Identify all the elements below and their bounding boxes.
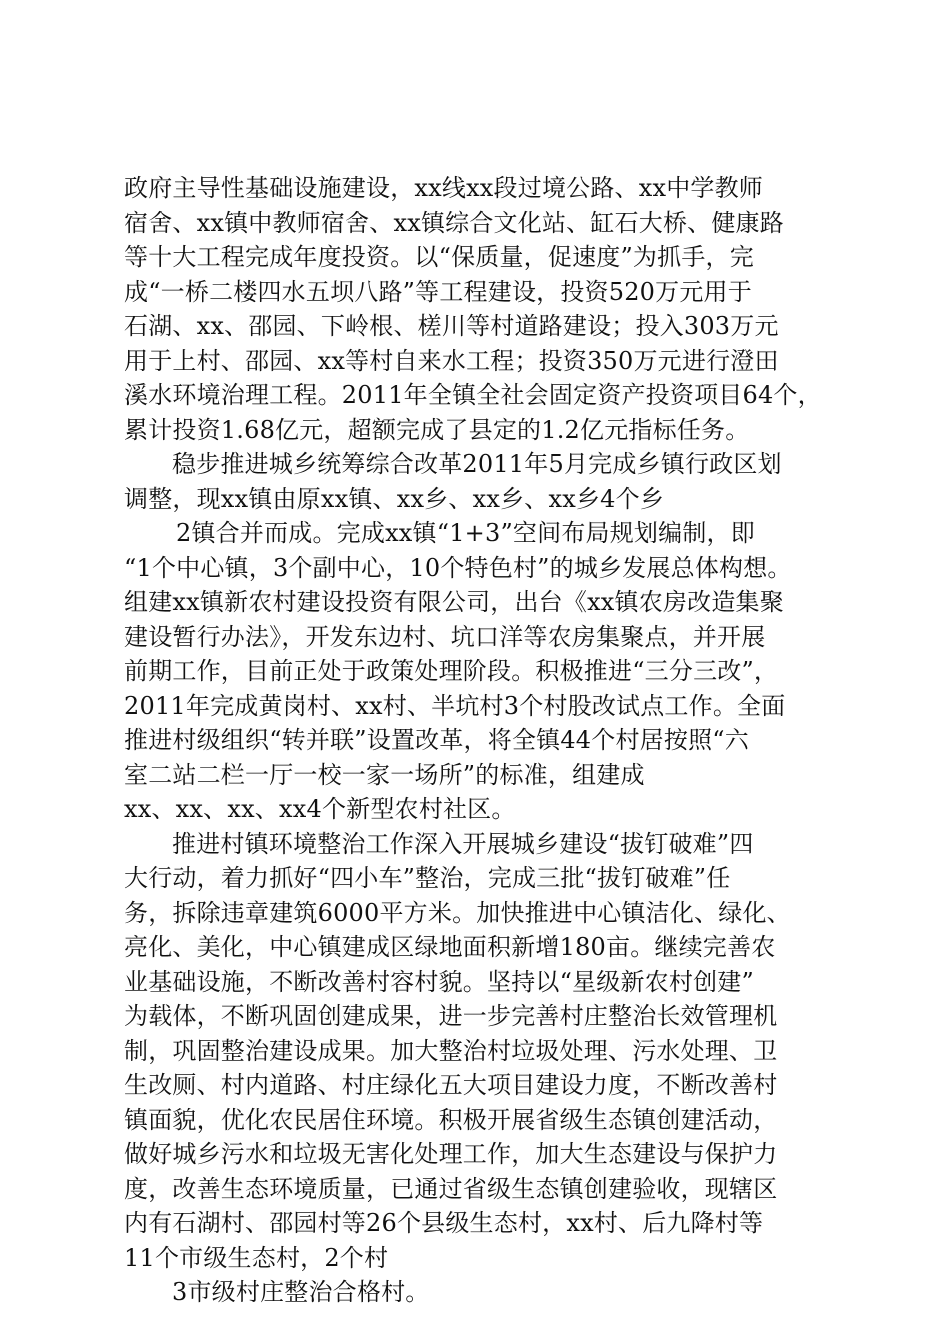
text-line: “1个中心镇，3个副中心，10个特色村”的城乡发展总体构想。	[124, 553, 792, 582]
text-line: 建设暂行办法》，开发东边村、坑口洋等农房集聚点，并开展	[124, 622, 766, 651]
text-line: 度，改善生态环境质量，已通过省级生态镇创建验收，现辖区	[124, 1174, 778, 1203]
text-line: 累计投资1.68亿元，超额完成了县定的1.2亿元指标任务。	[124, 415, 750, 444]
text-line: 做好城乡污水和垃圾无害化处理工作，加大生态建设与保护力	[124, 1140, 778, 1168]
text-line: 政府主导性基础设施建设，xx线xx段过境公路、xx中学教师	[124, 174, 764, 202]
text-line: 溪水环境治理工程。2011年全镇全社会固定资产投资项目64个，	[124, 381, 822, 409]
text-line: 前期工作，目前正处于政策处理阶段。积极推进“三分三改”，	[124, 657, 779, 685]
text-line: 亮化、美化，中心镇建成区绿地面积新增180亩。继续完善农	[124, 933, 776, 961]
text-line: 室二站二栏一厅一校一家一场所”的标准，组建成	[124, 760, 645, 789]
text-line: 调整，现xx镇由原xx镇、xx乡、xx乡、xx乡4个乡	[124, 484, 665, 513]
text-line: 镇面貌，优化农民居住环境。积极开展省级生态镇创建活动，	[124, 1105, 778, 1134]
body-text	[124, 171, 844, 1310]
text-line: 组建xx镇新农村建设投资有限公司，出台《xx镇农房改造集聚	[124, 588, 784, 616]
text-line: 制，巩固整治建设成果。加大整治村垃圾处理、污水处理、卫	[124, 1036, 778, 1065]
text-line: 内有石湖村、邵园村等26个县级生态村，xx村、后九降村等	[124, 1209, 764, 1237]
paragraph-first-line: 推进村镇环境整治工作深入开展城乡建设“拔钉破难”四	[172, 829, 754, 858]
text-line: 用于上村、邵园、xx等村自来水工程；投资350万元进行澄田	[124, 346, 779, 375]
paragraph-first-line: 稳步推进城乡统筹综合改革2011年5月完成乡镇行政区划	[172, 450, 782, 478]
text-line: 成“一桥二楼四水五坝八路”等工程建设，投资520万元用于	[124, 277, 752, 306]
text-line: 宿舍、xx镇中教师宿舍、xx镇综合文化站、缸石大桥、健康路	[124, 208, 784, 237]
text-line: 业基础设施，不断改善村容村貌。坚持以“星级新农村创建”	[124, 967, 754, 996]
paragraph-first-line: 3市级村庄整治合格村。	[172, 1278, 430, 1306]
text-line: 11个市级生态村，2个村	[124, 1243, 389, 1272]
text-line: 务，拆除违章建筑6000平方米。加快推进中心镇洁化、绿化、	[124, 898, 791, 927]
text-line: 生改厕、村内道路、村庄绿化五大项目建设力度，不断改善村	[124, 1071, 778, 1099]
text-line: 为载体，不断巩固创建成果，进一步完善村庄整治长效管理机	[124, 1002, 778, 1030]
paragraph-first-line: 2镇合并而成。完成xx镇“1+3”空间布局规划编制，即	[176, 519, 755, 547]
text-line: 2011年完成黄岗村、xx村、半坑村3个村股改试点工作。全面	[124, 691, 786, 720]
text-line: 大行动，着力抓好“四小车”整治，完成三批“拔钉破难”任	[124, 864, 731, 892]
text-line: 推进村级组织“转并联”设置改革，将全镇44个村居按照“六	[124, 726, 749, 754]
text-line: xx、xx、xx、xx4个新型农村社区。	[124, 795, 516, 823]
text-line: 等十大工程完成年度投资。以“保质量，促速度”为抓手，完	[124, 243, 754, 271]
text-line: 石湖、xx、邵园、下岭根、槎川等村道路建设；投入303万元	[124, 312, 779, 340]
